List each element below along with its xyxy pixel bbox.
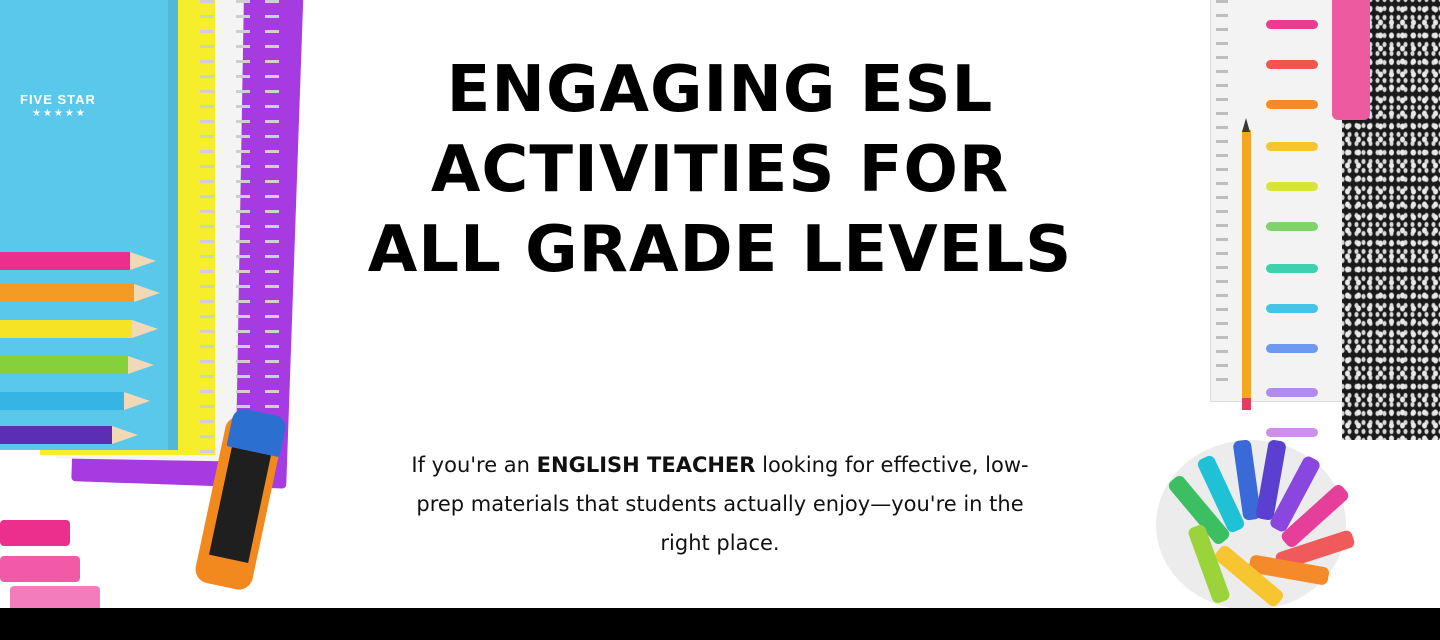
headline-line: ACTIVITIES FOR <box>430 133 1010 207</box>
rainbow-disc-ring <box>1266 60 1318 69</box>
headline-line: ALL GRADE LEVELS <box>367 213 1073 287</box>
intro-text-end: looking for effective, low-prep materials that students actually enjoy—you're in the right place. <box>416 453 1029 555</box>
pink-marker <box>0 520 70 546</box>
colored-pencil <box>0 252 130 270</box>
rainbow-disc-ring <box>1266 264 1318 273</box>
blue-notebook <box>0 0 178 450</box>
page-headline <box>320 50 1120 290</box>
rainbow-disc-ring <box>1266 428 1318 437</box>
rainbow-disc-ring <box>1266 182 1318 191</box>
rainbow-disc-ring <box>1266 222 1318 231</box>
rainbow-disc-ring <box>1266 100 1318 109</box>
pink-marker <box>0 556 80 582</box>
notebook-brand-logo: FIVE STAR <box>20 92 96 107</box>
left-school-supplies-image <box>0 0 320 608</box>
colored-pencil <box>0 426 112 444</box>
spiral-binding <box>265 0 279 460</box>
right-school-supplies-image <box>1120 0 1440 608</box>
rainbow-disc-ring <box>1266 304 1318 313</box>
colored-pencil <box>0 284 134 302</box>
rainbow-disc-ring <box>1266 20 1318 29</box>
pink-marker <box>10 586 100 608</box>
bottom-bar <box>0 608 1440 640</box>
pink-tab <box>1332 0 1370 120</box>
intro-text-start: If you're an <box>411 453 537 477</box>
notebook-brand-stars: ★★★★★ <box>32 108 87 119</box>
rainbow-disc-ring <box>1266 388 1318 397</box>
spiral-binding <box>236 0 250 460</box>
colored-pencil <box>0 320 132 338</box>
spiral-binding <box>200 0 214 460</box>
pencil <box>1242 130 1251 400</box>
spiral-binding <box>1216 0 1228 390</box>
intro-emphasis: ENGLISH TEACHER <box>536 453 756 477</box>
rainbow-disc-ring <box>1266 142 1318 151</box>
colored-pencil <box>0 356 128 374</box>
headline-line: ENGAGING ESL <box>446 53 994 127</box>
colored-pencil <box>0 392 124 410</box>
rainbow-disc-ring <box>1266 344 1318 353</box>
intro-paragraph <box>390 446 1050 563</box>
